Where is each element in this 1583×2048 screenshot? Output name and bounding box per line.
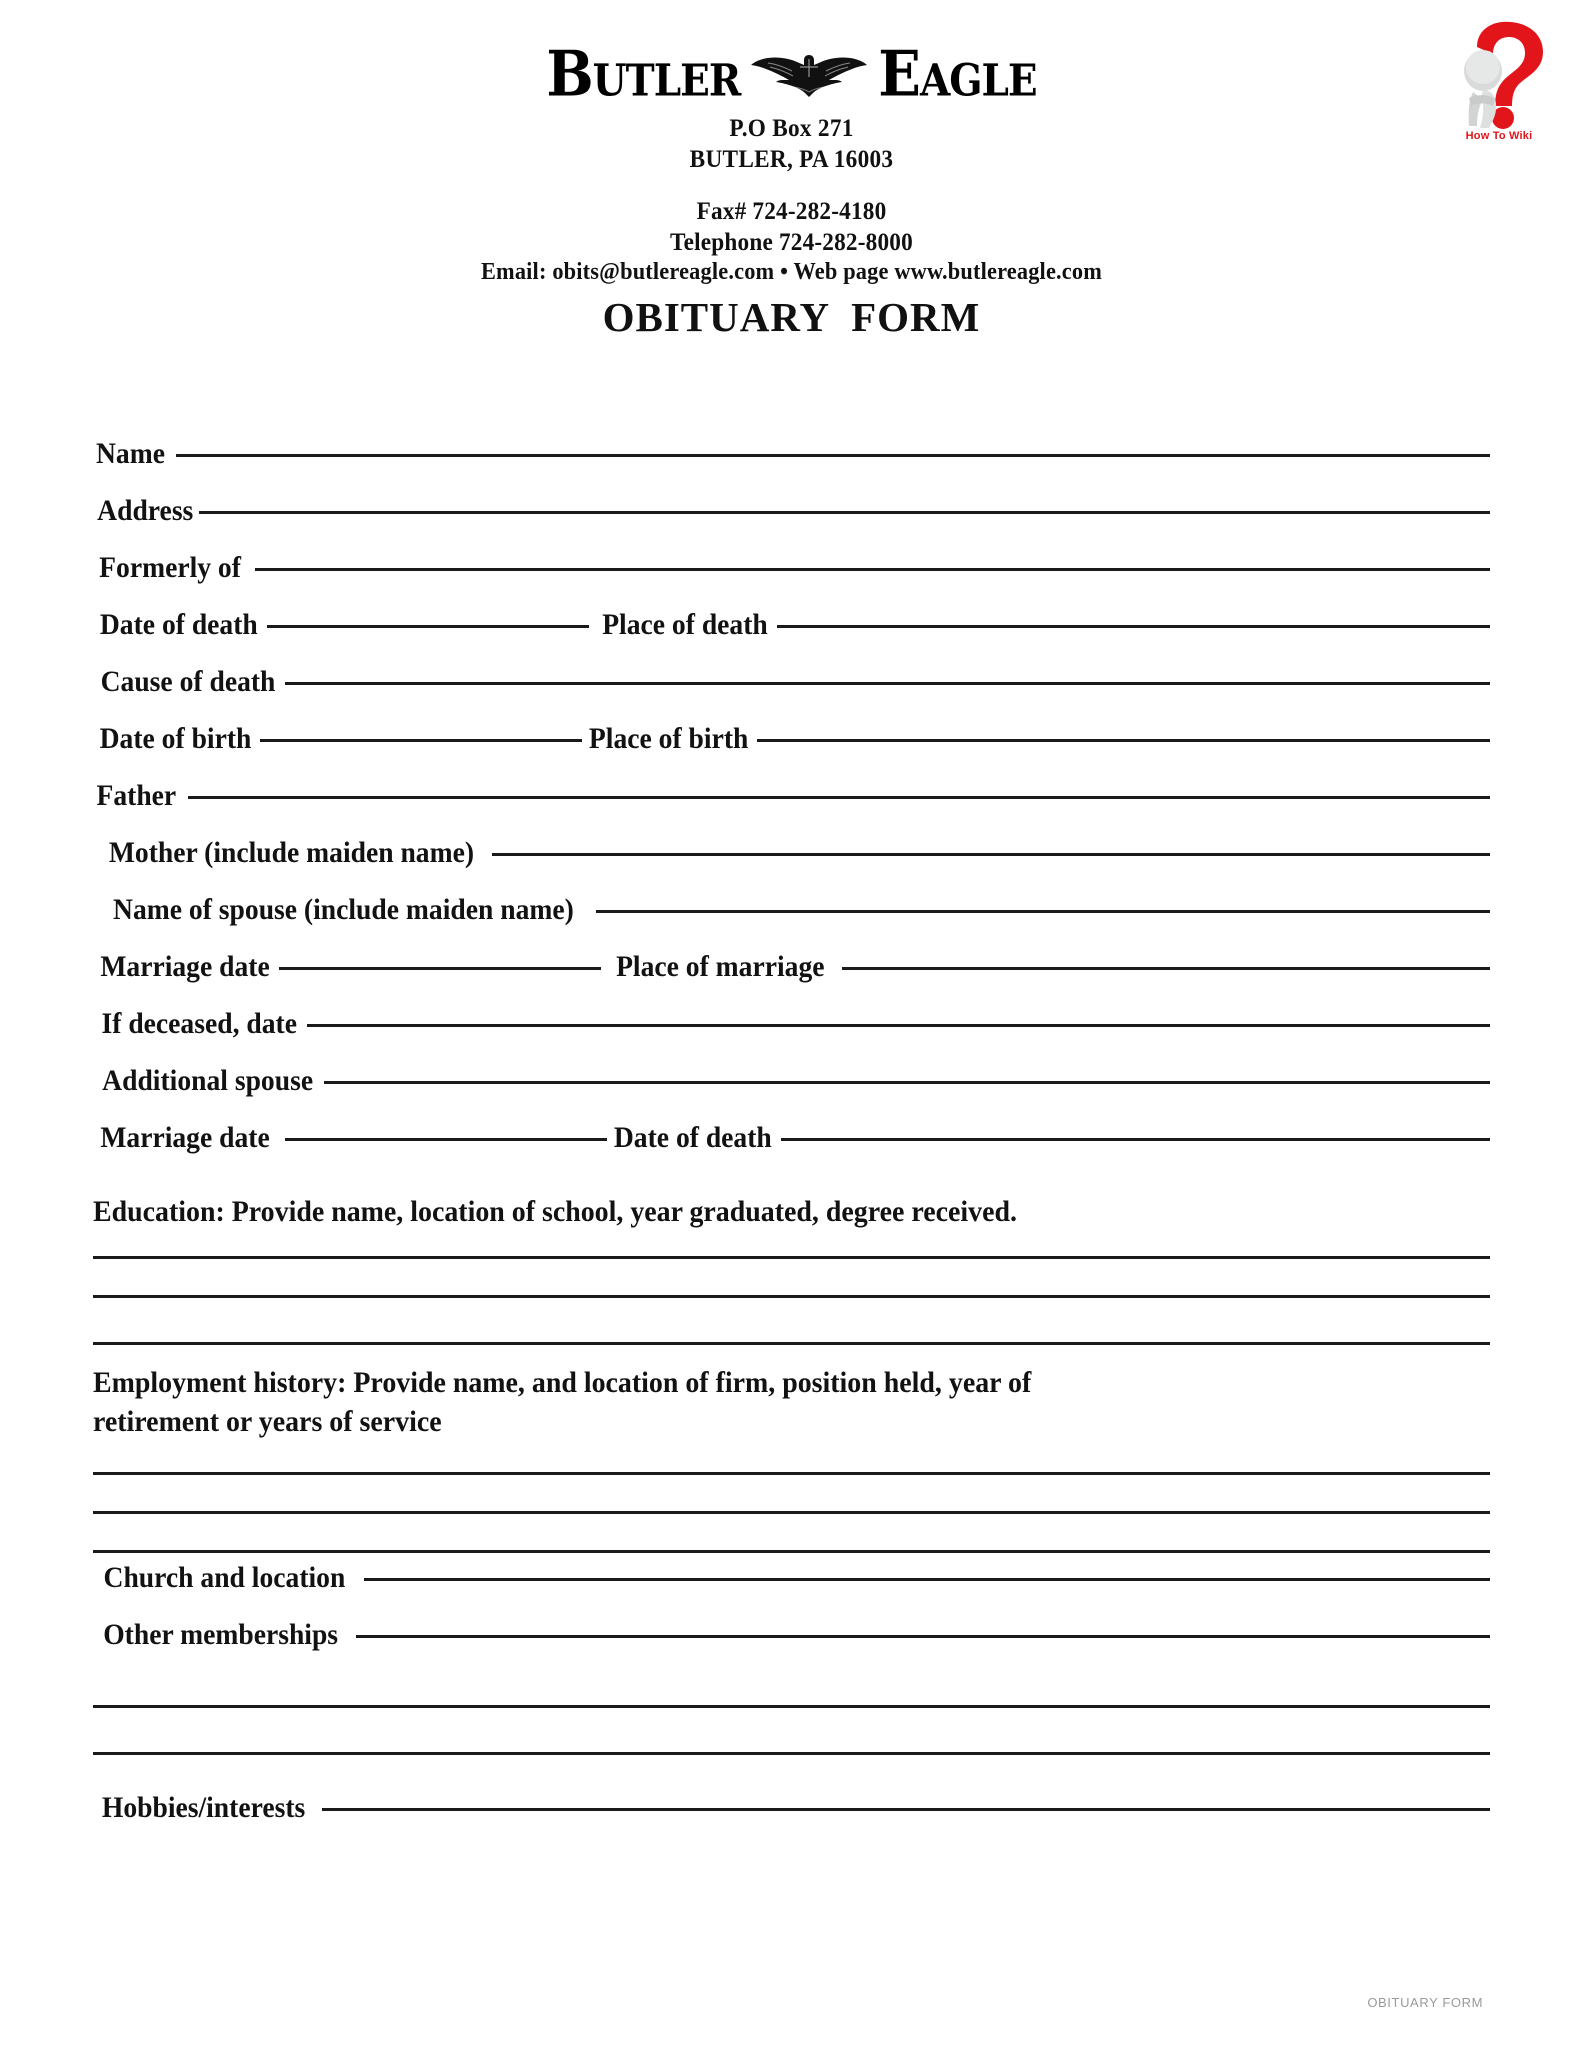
masthead xyxy=(0,0,1583,341)
field-row-marriage xyxy=(93,950,1490,1007)
label-place-of-birth: Place of birth xyxy=(588,722,749,755)
input-father[interactable] xyxy=(188,796,1490,799)
input-place-of-marriage[interactable] xyxy=(842,967,1490,970)
label-additional-spouse: Additional spouse xyxy=(102,1064,314,1097)
logo-caption: How To Wiki xyxy=(1465,130,1533,142)
field-row-date-place-of-birth xyxy=(93,722,1490,779)
field-row-hobbies xyxy=(93,1791,1490,1848)
section-heading-education: Education: Provide name, location of school, year graduated, degree received. xyxy=(93,1195,1017,1228)
spacer xyxy=(93,1553,1490,1561)
spacer xyxy=(93,1475,1490,1511)
eagle-icon xyxy=(750,47,868,101)
label-spouse: Name of spouse (include maiden name) xyxy=(113,893,574,926)
label-father: Father xyxy=(96,779,177,812)
section-heading-employment xyxy=(93,1363,1392,1442)
po-box-line: P.O Box 271 xyxy=(729,115,854,142)
spacer xyxy=(93,1345,1490,1363)
input-date-of-birth[interactable] xyxy=(260,739,582,742)
label-hobbies: Hobbies/interests xyxy=(101,1790,306,1824)
spacer xyxy=(93,1675,1490,1705)
field-row-church-and-location xyxy=(93,1561,1490,1618)
field-row-mother xyxy=(93,836,1490,893)
field-row-address xyxy=(93,494,1490,551)
label-mother: Mother (include maiden name) xyxy=(108,836,475,869)
input-additional-spouse[interactable] xyxy=(324,1081,1490,1084)
label-marriage-date-2: Marriage date xyxy=(100,1121,270,1154)
input-date-of-death-2[interactable] xyxy=(781,1138,1490,1141)
field-row-father xyxy=(93,779,1490,836)
label-formerly-of: Formerly of xyxy=(99,551,241,584)
label-cause-of-death: Cause of death xyxy=(100,665,276,698)
field-row-additional-spouse xyxy=(93,1064,1490,1121)
label-church-and-location: Church and location xyxy=(103,1560,346,1594)
input-cause-of-death[interactable] xyxy=(285,682,1490,685)
fax-line: Fax# 724-282-4180 xyxy=(696,198,887,225)
page-title: OBITUARY FORM xyxy=(602,294,981,341)
input-mother[interactable] xyxy=(492,853,1490,856)
input-place-of-death[interactable] xyxy=(777,625,1490,628)
spacer xyxy=(93,1178,1490,1192)
spacer xyxy=(93,1755,1490,1791)
field-row-formerly-of xyxy=(93,551,1490,608)
footer-note: OBITUARY FORM xyxy=(1367,1995,1483,2010)
field-row-name xyxy=(93,437,1490,494)
field-row-spouse xyxy=(93,893,1490,950)
form-body xyxy=(93,437,1490,1848)
label-place-of-marriage: Place of marriage xyxy=(616,950,825,983)
input-name[interactable] xyxy=(176,454,1490,457)
input-formerly-of[interactable] xyxy=(255,568,1490,571)
label-if-deceased-date: If deceased, date xyxy=(101,1007,297,1040)
spacer xyxy=(93,1708,1490,1752)
label-date-of-birth: Date of birth xyxy=(99,722,252,755)
spacer xyxy=(93,1514,1490,1550)
label-place-of-death: Place of death xyxy=(601,608,768,641)
field-row-cause-of-death xyxy=(93,665,1490,722)
label-name: Name xyxy=(95,437,165,470)
input-hobbies[interactable] xyxy=(322,1808,1490,1811)
input-if-deceased-date[interactable] xyxy=(307,1024,1490,1027)
masthead-brand-row xyxy=(0,37,1583,111)
input-place-of-birth[interactable] xyxy=(757,739,1490,742)
spacer xyxy=(93,1232,1490,1256)
spacer xyxy=(93,1259,1490,1295)
telephone-line: Telephone 724-282-8000 xyxy=(670,228,913,256)
label-date-of-death: Date of death xyxy=(99,608,258,641)
spacer xyxy=(93,1442,1490,1472)
input-other-memberships[interactable] xyxy=(356,1635,1490,1638)
brand-word-eagle: Eagle xyxy=(878,37,1037,111)
input-church-and-location[interactable] xyxy=(364,1578,1490,1581)
input-marriage-date-2[interactable] xyxy=(285,1138,607,1141)
input-date-of-death[interactable] xyxy=(267,625,589,628)
contact-block xyxy=(55,197,1527,287)
label-other-memberships: Other memberships xyxy=(103,1617,339,1651)
brand-word-butler: Butler xyxy=(546,37,741,111)
spacer xyxy=(93,1298,1490,1342)
input-marriage-date[interactable] xyxy=(279,967,601,970)
address-block xyxy=(55,114,1527,175)
employment-heading-line-1: Employment history: Provide name, and location of firm, position held, year of xyxy=(93,1365,1032,1399)
input-address[interactable] xyxy=(199,511,1490,514)
city-state-zip-line: BUTLER, PA 16003 xyxy=(689,145,894,173)
field-row-other-memberships xyxy=(93,1618,1490,1675)
label-date-of-death-2: Date of death xyxy=(613,1121,772,1154)
field-row-marriage-date-2 xyxy=(93,1121,1490,1178)
label-marriage-date: Marriage date xyxy=(100,950,270,983)
email-web-line: Email: obits@butlereagle.com • Web page www.butlereagle.com xyxy=(480,259,1103,285)
employment-heading-line-2: retirement or years of service xyxy=(93,1405,442,1439)
label-address: Address xyxy=(97,494,194,527)
field-row-date-place-of-death xyxy=(93,608,1490,665)
input-spouse[interactable] xyxy=(596,910,1490,913)
field-row-if-deceased-date xyxy=(93,1007,1490,1064)
